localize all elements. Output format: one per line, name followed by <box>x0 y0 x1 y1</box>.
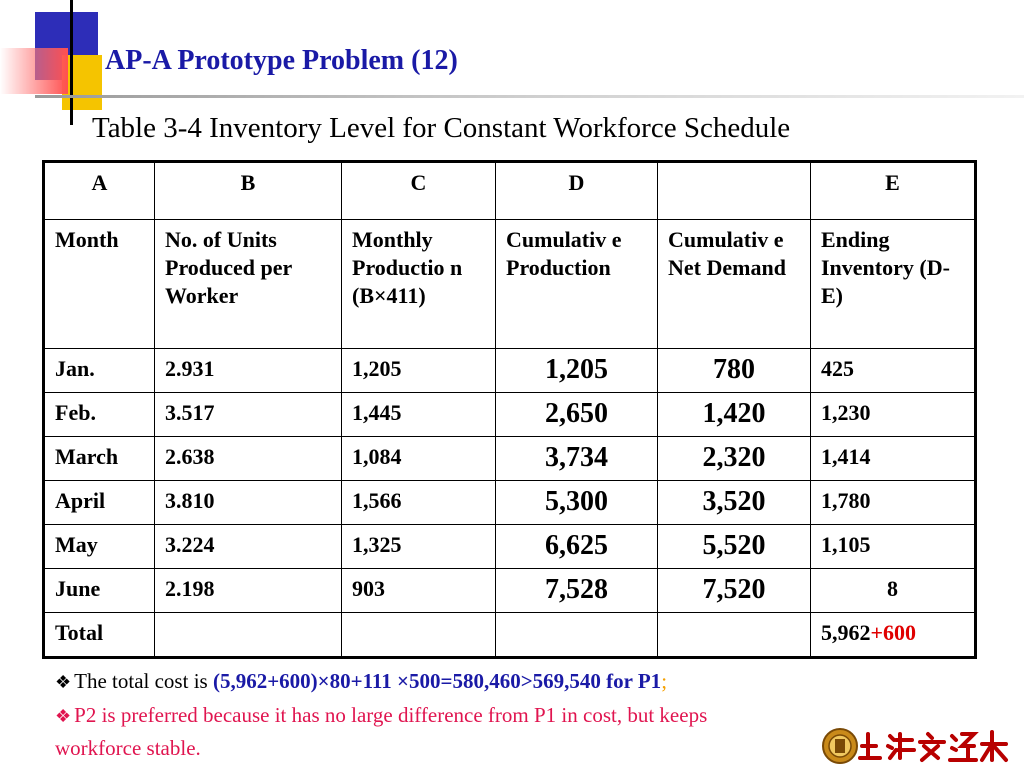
header-monthly-production: Monthly Productio n (B×411) <box>342 220 496 349</box>
cell-month: April <box>44 481 155 525</box>
cell-cum-production: 2,650 <box>496 393 658 437</box>
cell-ending-inventory: 1,105 <box>811 525 976 569</box>
bullet-total-cost <box>55 668 667 695</box>
total-label: Total <box>44 613 155 658</box>
cell-units: 2.638 <box>155 437 342 481</box>
diamond-bullet-icon: ❖ <box>55 672 72 692</box>
calligraphy-icon <box>860 732 1006 760</box>
cell-month: Feb. <box>44 393 155 437</box>
cell-cum-demand: 1,420 <box>658 393 811 437</box>
table-caption: Table 3-4 Inventory Level for Constant Workforce Schedule <box>92 112 791 144</box>
bullet-text: P2 is preferred because it has no large difference from P1 in cost, but keeps <box>74 703 708 727</box>
deco-yellow-square <box>62 55 102 110</box>
cell-cum-demand: 5,520 <box>658 525 811 569</box>
cell-cum-demand: 2,320 <box>658 437 811 481</box>
cell-month: March <box>44 437 155 481</box>
empty-cell <box>155 613 342 658</box>
letter-cell: E <box>811 162 976 220</box>
table-row <box>44 569 976 613</box>
table-total-row <box>44 613 976 658</box>
cell-cum-production: 7,528 <box>496 569 658 613</box>
cell-units: 2.931 <box>155 349 342 393</box>
letter-cell: A <box>44 162 155 220</box>
cell-ending-inventory: 8 <box>811 569 976 613</box>
cell-monthly: 1,084 <box>342 437 496 481</box>
table-row <box>44 481 976 525</box>
cell-cum-demand: 780 <box>658 349 811 393</box>
cell-monthly: 903 <box>342 569 496 613</box>
cell-month: May <box>44 525 155 569</box>
cell-monthly: 1,325 <box>342 525 496 569</box>
total-value: 5,962 <box>821 620 871 645</box>
bullet-p2-continuation: workforce stable. <box>55 736 201 760</box>
empty-cell <box>496 613 658 658</box>
total-extra: +600 <box>870 620 917 645</box>
table-row <box>44 393 976 437</box>
cell-cum-demand: 3,520 <box>658 481 811 525</box>
cell-ending-inventory: 1,414 <box>811 437 976 481</box>
header-cumulative-production: Cumulativ e Production <box>496 220 658 349</box>
cell-cum-production: 6,625 <box>496 525 658 569</box>
header-cumulative-net-demand: Cumulativ e Net Demand <box>658 220 811 349</box>
cost-formula: (5,962+600)×80+111 ×500=580,460>569,540 for P1 <box>212 669 662 693</box>
letter-cell: D <box>496 162 658 220</box>
cell-units: 2.198 <box>155 569 342 613</box>
table-header-row <box>44 220 976 349</box>
cell-month: June <box>44 569 155 613</box>
letter-cell <box>658 162 811 220</box>
cell-cum-production: 1,205 <box>496 349 658 393</box>
inventory-table <box>42 160 977 659</box>
cell-cum-production: 3,734 <box>496 437 658 481</box>
cell-monthly: 1,566 <box>342 481 496 525</box>
cell-monthly: 1,205 <box>342 349 496 393</box>
bullet-p2-preferred <box>55 702 707 729</box>
cell-month: Jan. <box>44 349 155 393</box>
table-letter-row <box>44 162 976 220</box>
cell-cum-demand: 7,520 <box>658 569 811 613</box>
diamond-bullet-icon: ❖ <box>55 706 72 726</box>
header-month: Month <box>44 220 155 349</box>
table-row <box>44 525 976 569</box>
bullet-text: The total cost is <box>74 669 213 693</box>
cell-units: 3.810 <box>155 481 342 525</box>
formula-semicolon: ; <box>661 669 668 693</box>
header-ending-inventory: Ending Inventory (D-E) <box>811 220 976 349</box>
cell-ending-inventory: 1,230 <box>811 393 976 437</box>
cell-ending-inventory: 425 <box>811 349 976 393</box>
letter-cell: B <box>155 162 342 220</box>
cell-cum-production: 5,300 <box>496 481 658 525</box>
letter-cell: C <box>342 162 496 220</box>
deco-red-gradient <box>0 48 68 94</box>
cell-units: 3.517 <box>155 393 342 437</box>
sjtu-logo <box>820 726 1016 766</box>
cell-ending-inventory: 1,780 <box>811 481 976 525</box>
header-units-per-worker: No. of Units Produced per Worker <box>155 220 342 349</box>
cell-units: 3.224 <box>155 525 342 569</box>
cell-monthly: 1,445 <box>342 393 496 437</box>
deco-vertical-line <box>70 0 73 125</box>
title-divider <box>35 95 1024 98</box>
empty-cell <box>658 613 811 658</box>
empty-cell <box>342 613 496 658</box>
table-row <box>44 349 976 393</box>
table-row <box>44 437 976 481</box>
total-value-cell <box>811 613 976 658</box>
slide-title: AP-A Prototype Problem (12) <box>105 45 458 76</box>
